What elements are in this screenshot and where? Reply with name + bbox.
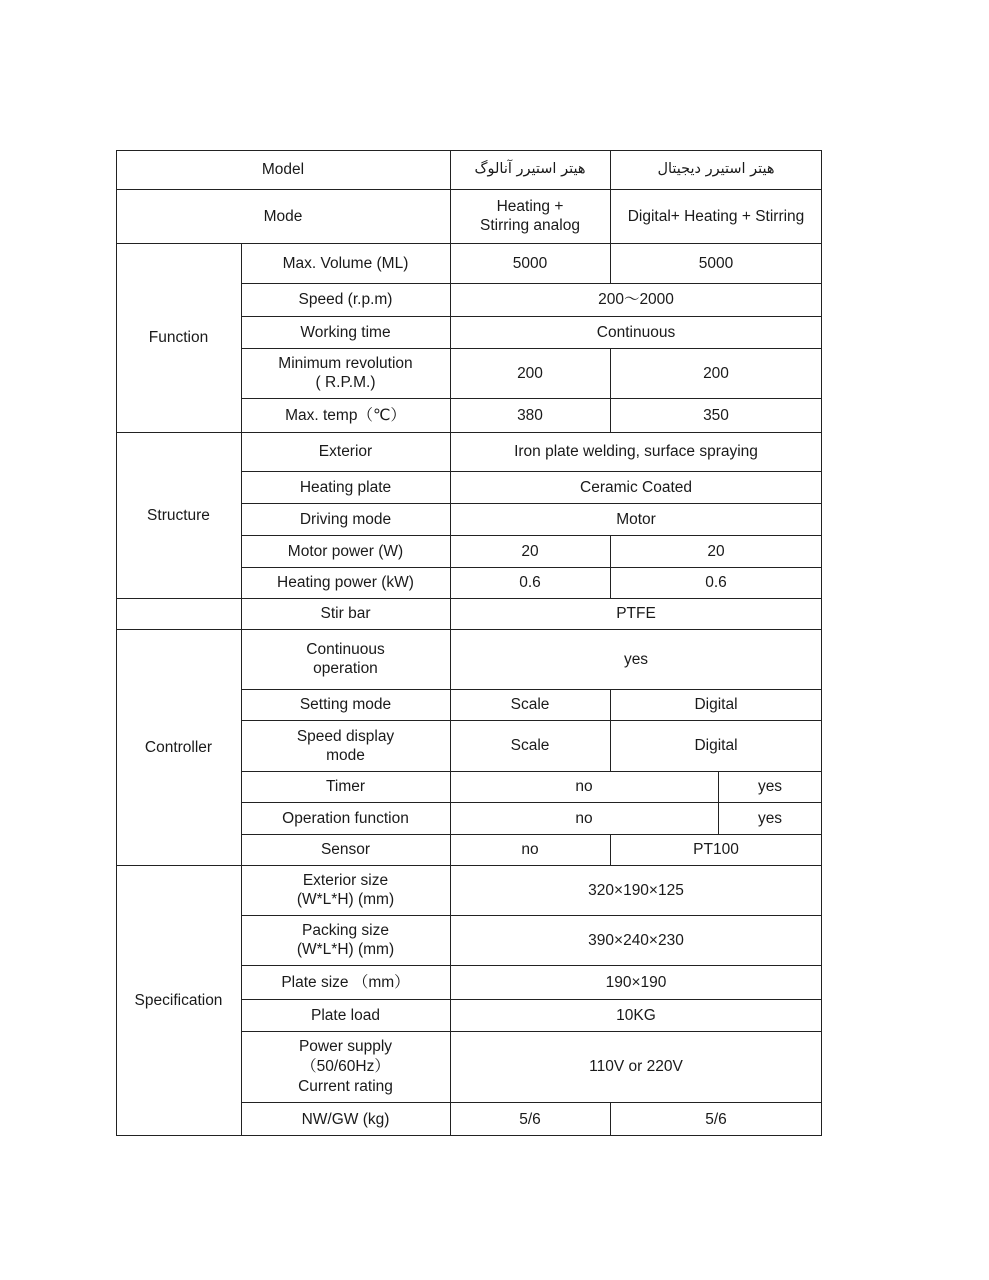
mode-analog: Heating + Stirring analog [480, 198, 580, 234]
group-controller: Controller [144, 738, 213, 756]
label-sensor: Sensor [320, 841, 371, 858]
group-specification: Specification [134, 992, 223, 1009]
label-speed-display: Speed display mode [296, 727, 395, 764]
digital-heating-power: 0.6 [705, 574, 727, 591]
digital-sensor: PT100 [693, 841, 739, 858]
analog-min-revolution: 200 [517, 364, 543, 382]
digital-setting-mode: Digital [694, 696, 738, 713]
group-structure: Structure [147, 506, 210, 524]
label-setting-mode: Setting mode [299, 696, 392, 713]
digital-speed-display: Digital [694, 737, 738, 754]
label-timer: Timer [325, 778, 366, 795]
label-stir-bar: Stir bar [320, 605, 371, 622]
label-max-volume: Max. Volume (ML) [282, 254, 409, 272]
analog-heating-power: 0.6 [519, 574, 541, 591]
analog-nw-gw: 5/6 [519, 1110, 541, 1128]
label-exterior-size: Exterior size (W*L*H) (mm) [296, 872, 395, 908]
label-driving-mode: Driving mode [299, 510, 392, 528]
value-continuous-operation: yes [623, 650, 649, 668]
label-power-supply: Power supply （50/60Hz） Current rating [298, 1037, 393, 1095]
label-heating-power: Heating power (kW) [277, 574, 414, 591]
label-operation-function: Operation function [282, 809, 409, 827]
label-min-revolution: Minimum revolution ( R.P.M.) [278, 355, 413, 391]
value-stir-bar: PTFE [616, 605, 656, 622]
analog-motor-power: 20 [521, 542, 539, 560]
value-plate-load: 10KG [616, 1006, 656, 1024]
digital-max-temp: 350 [703, 406, 729, 424]
label-heating-plate: Heating plate [299, 478, 392, 496]
value-exterior: Iron plate welding, surface spraying [514, 443, 758, 460]
analog-timer: no [575, 778, 593, 795]
value-exterior-size: 320×190×125 [588, 881, 684, 899]
label-speed: Speed (r.p.m) [298, 291, 393, 308]
model-digital: هیتر استیرر دیجیتال [657, 161, 775, 177]
model-analog: هیتر استیرر آنالوگ [474, 161, 586, 177]
analog-speed-display: Scale [510, 737, 550, 754]
value-speed: 200～2000 [598, 291, 674, 308]
digital-timer: yes [757, 778, 783, 795]
label-packing-size: Packing size (W*L*H) (mm) [296, 922, 395, 958]
label-motor-power: Motor power (W) [287, 542, 404, 560]
label-nw-gw: NW/GW (kg) [301, 1110, 390, 1128]
digital-motor-power: 20 [707, 542, 725, 560]
label-plate-load: Plate load [311, 1006, 380, 1024]
value-packing-size: 390×240×230 [588, 931, 684, 949]
analog-setting-mode: Scale [510, 696, 550, 713]
value-power-supply: 110V or 220V [589, 1058, 683, 1075]
value-driving-mode: Motor [616, 510, 656, 528]
analog-operation-function: no [575, 809, 593, 827]
group-function: Function [148, 329, 209, 346]
value-heating-plate: Ceramic Coated [580, 478, 692, 496]
digital-min-revolution: 200 [703, 364, 729, 382]
model-label: Model [261, 161, 305, 178]
value-working-time: Continuous [596, 323, 676, 341]
analog-max-volume: 5000 [512, 254, 548, 272]
analog-max-temp: 380 [517, 406, 543, 424]
value-plate-size: 190×190 [605, 973, 667, 991]
label-exterior: Exterior [318, 443, 373, 460]
label-working-time: Working time [300, 323, 391, 341]
analog-sensor: no [521, 841, 539, 858]
mode-label: Mode [263, 207, 303, 225]
digital-nw-gw: 5/6 [705, 1110, 727, 1128]
label-plate-size: Plate size （mm） [281, 973, 410, 991]
mode-digital: Digital+ Heating + Stirring [627, 207, 805, 225]
label-continuous-operation: Continuous operation [306, 641, 385, 677]
label-max-temp: Max. temp（℃） [285, 406, 406, 424]
digital-max-volume: 5000 [698, 254, 734, 272]
digital-operation-function: yes [757, 809, 783, 827]
spec-table [116, 150, 822, 1136]
